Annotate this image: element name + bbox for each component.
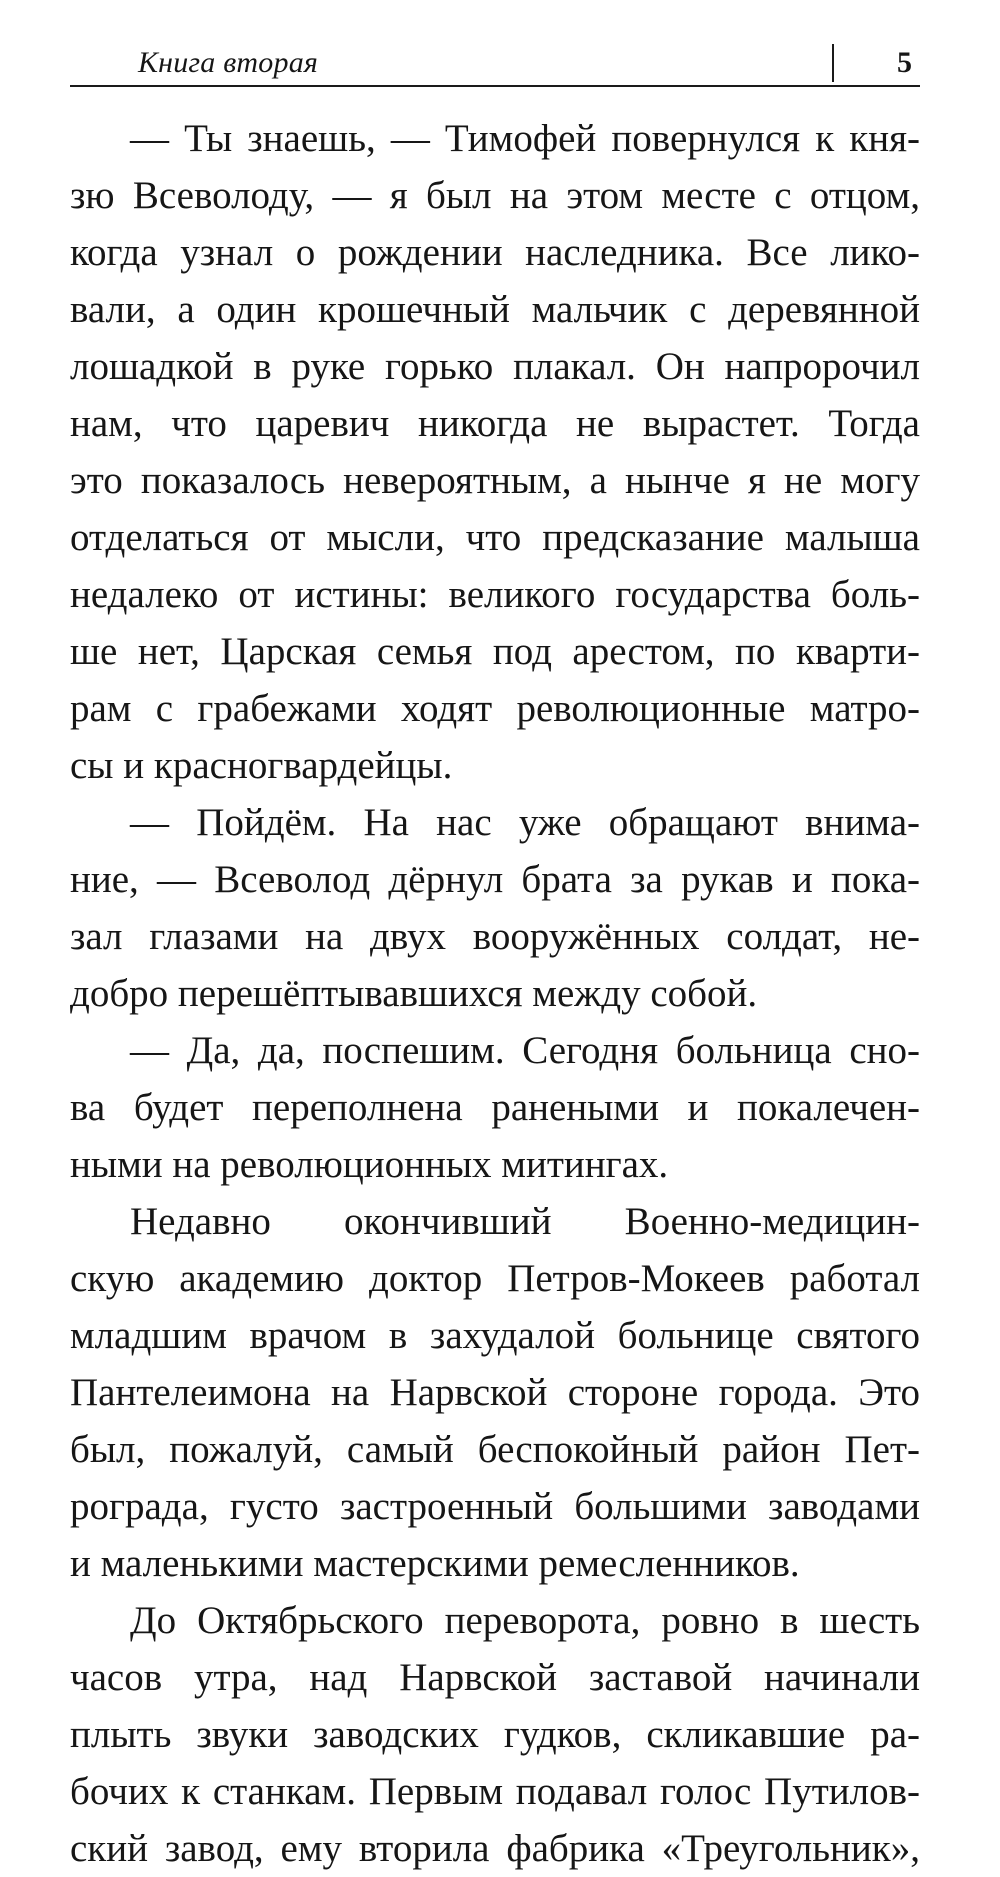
page-number: 5: [897, 46, 912, 79]
text-line: скую академию доктор Петров-Мокеев работал: [70, 1257, 920, 1300]
text-line: это показалось невероятным, а нынче я не могу: [70, 459, 920, 502]
text-line: зал глазами на двух вооружённых солдат, не-: [70, 915, 920, 958]
text-line: отделаться от мысли, что предсказание малыша: [70, 516, 920, 559]
header-separator: [832, 44, 834, 82]
text-line: До Октябрьского переворота, ровно в шесть: [130, 1599, 920, 1642]
text-line: Пантелеимона на Нарвской стороне города. Это: [70, 1371, 920, 1414]
text-line: Недавно окончивший Военно-медицин-: [130, 1200, 920, 1243]
text-line: ние, — Всеволод дёрнул брата за рукав и пока-: [70, 858, 920, 901]
text-line: плыть звуки заводских гудков, скликавшие ра-: [70, 1713, 920, 1756]
text-line: — Да, да, поспешим. Сегодня больница сно-: [130, 1029, 920, 1072]
text-line: добро перешёптывавшихся между собой.: [70, 972, 758, 1015]
text-line: вали, а один крошечный мальчик с деревянной: [70, 288, 920, 331]
text-line: был, пожалуй, самый беспокойный район Пет-: [70, 1428, 920, 1471]
text-line: ными на революционных митингах.: [70, 1143, 669, 1186]
text-line: часов утра, над Нарвской заставой начинали: [70, 1656, 920, 1699]
text-line: и маленькими мастерскими ремесленников.: [70, 1542, 800, 1585]
text-line: младшим врачом в захудалой больнице святого: [70, 1314, 920, 1357]
text-line: лошадкой в руке горько плакал. Он напророчил: [70, 345, 920, 388]
text-line: когда узнал о рождении наследника. Все лико-: [70, 231, 920, 274]
text-line: нам, что царевич никогда не вырастет. Тогда: [70, 402, 920, 445]
text-line: ский завод, ему вторила фабрика «Треугольник»,: [70, 1827, 920, 1870]
text-line: — Пойдём. На нас уже обращают внима-: [130, 801, 920, 844]
book-title: Книга вторая: [138, 46, 319, 79]
text-line: бочих к станкам. Первым подавал голос Путилов-: [70, 1770, 920, 1813]
header-rule: [70, 85, 920, 87]
body-text: [70, 110, 920, 1877]
running-head: [70, 38, 920, 88]
text-line: рограда, густо застроенный большими заводами: [70, 1485, 920, 1528]
text-line: рам с грабежами ходят революционные матро-: [70, 687, 920, 730]
text-line: зю Всеволоду, — я был на этом месте с отцом,: [70, 174, 920, 217]
text-line: — Ты знаешь, — Тимофей повернулся к кня-: [130, 117, 920, 160]
text-line: недалеко от истины: великого государства боль-: [70, 573, 920, 616]
text-line: ше нет, Царская семья под арестом, по кварти-: [70, 630, 920, 673]
text-line: ва будет переполнена ранеными и покалечен-: [70, 1086, 920, 1129]
text-line: сы и красногвардейцы.: [70, 744, 453, 787]
